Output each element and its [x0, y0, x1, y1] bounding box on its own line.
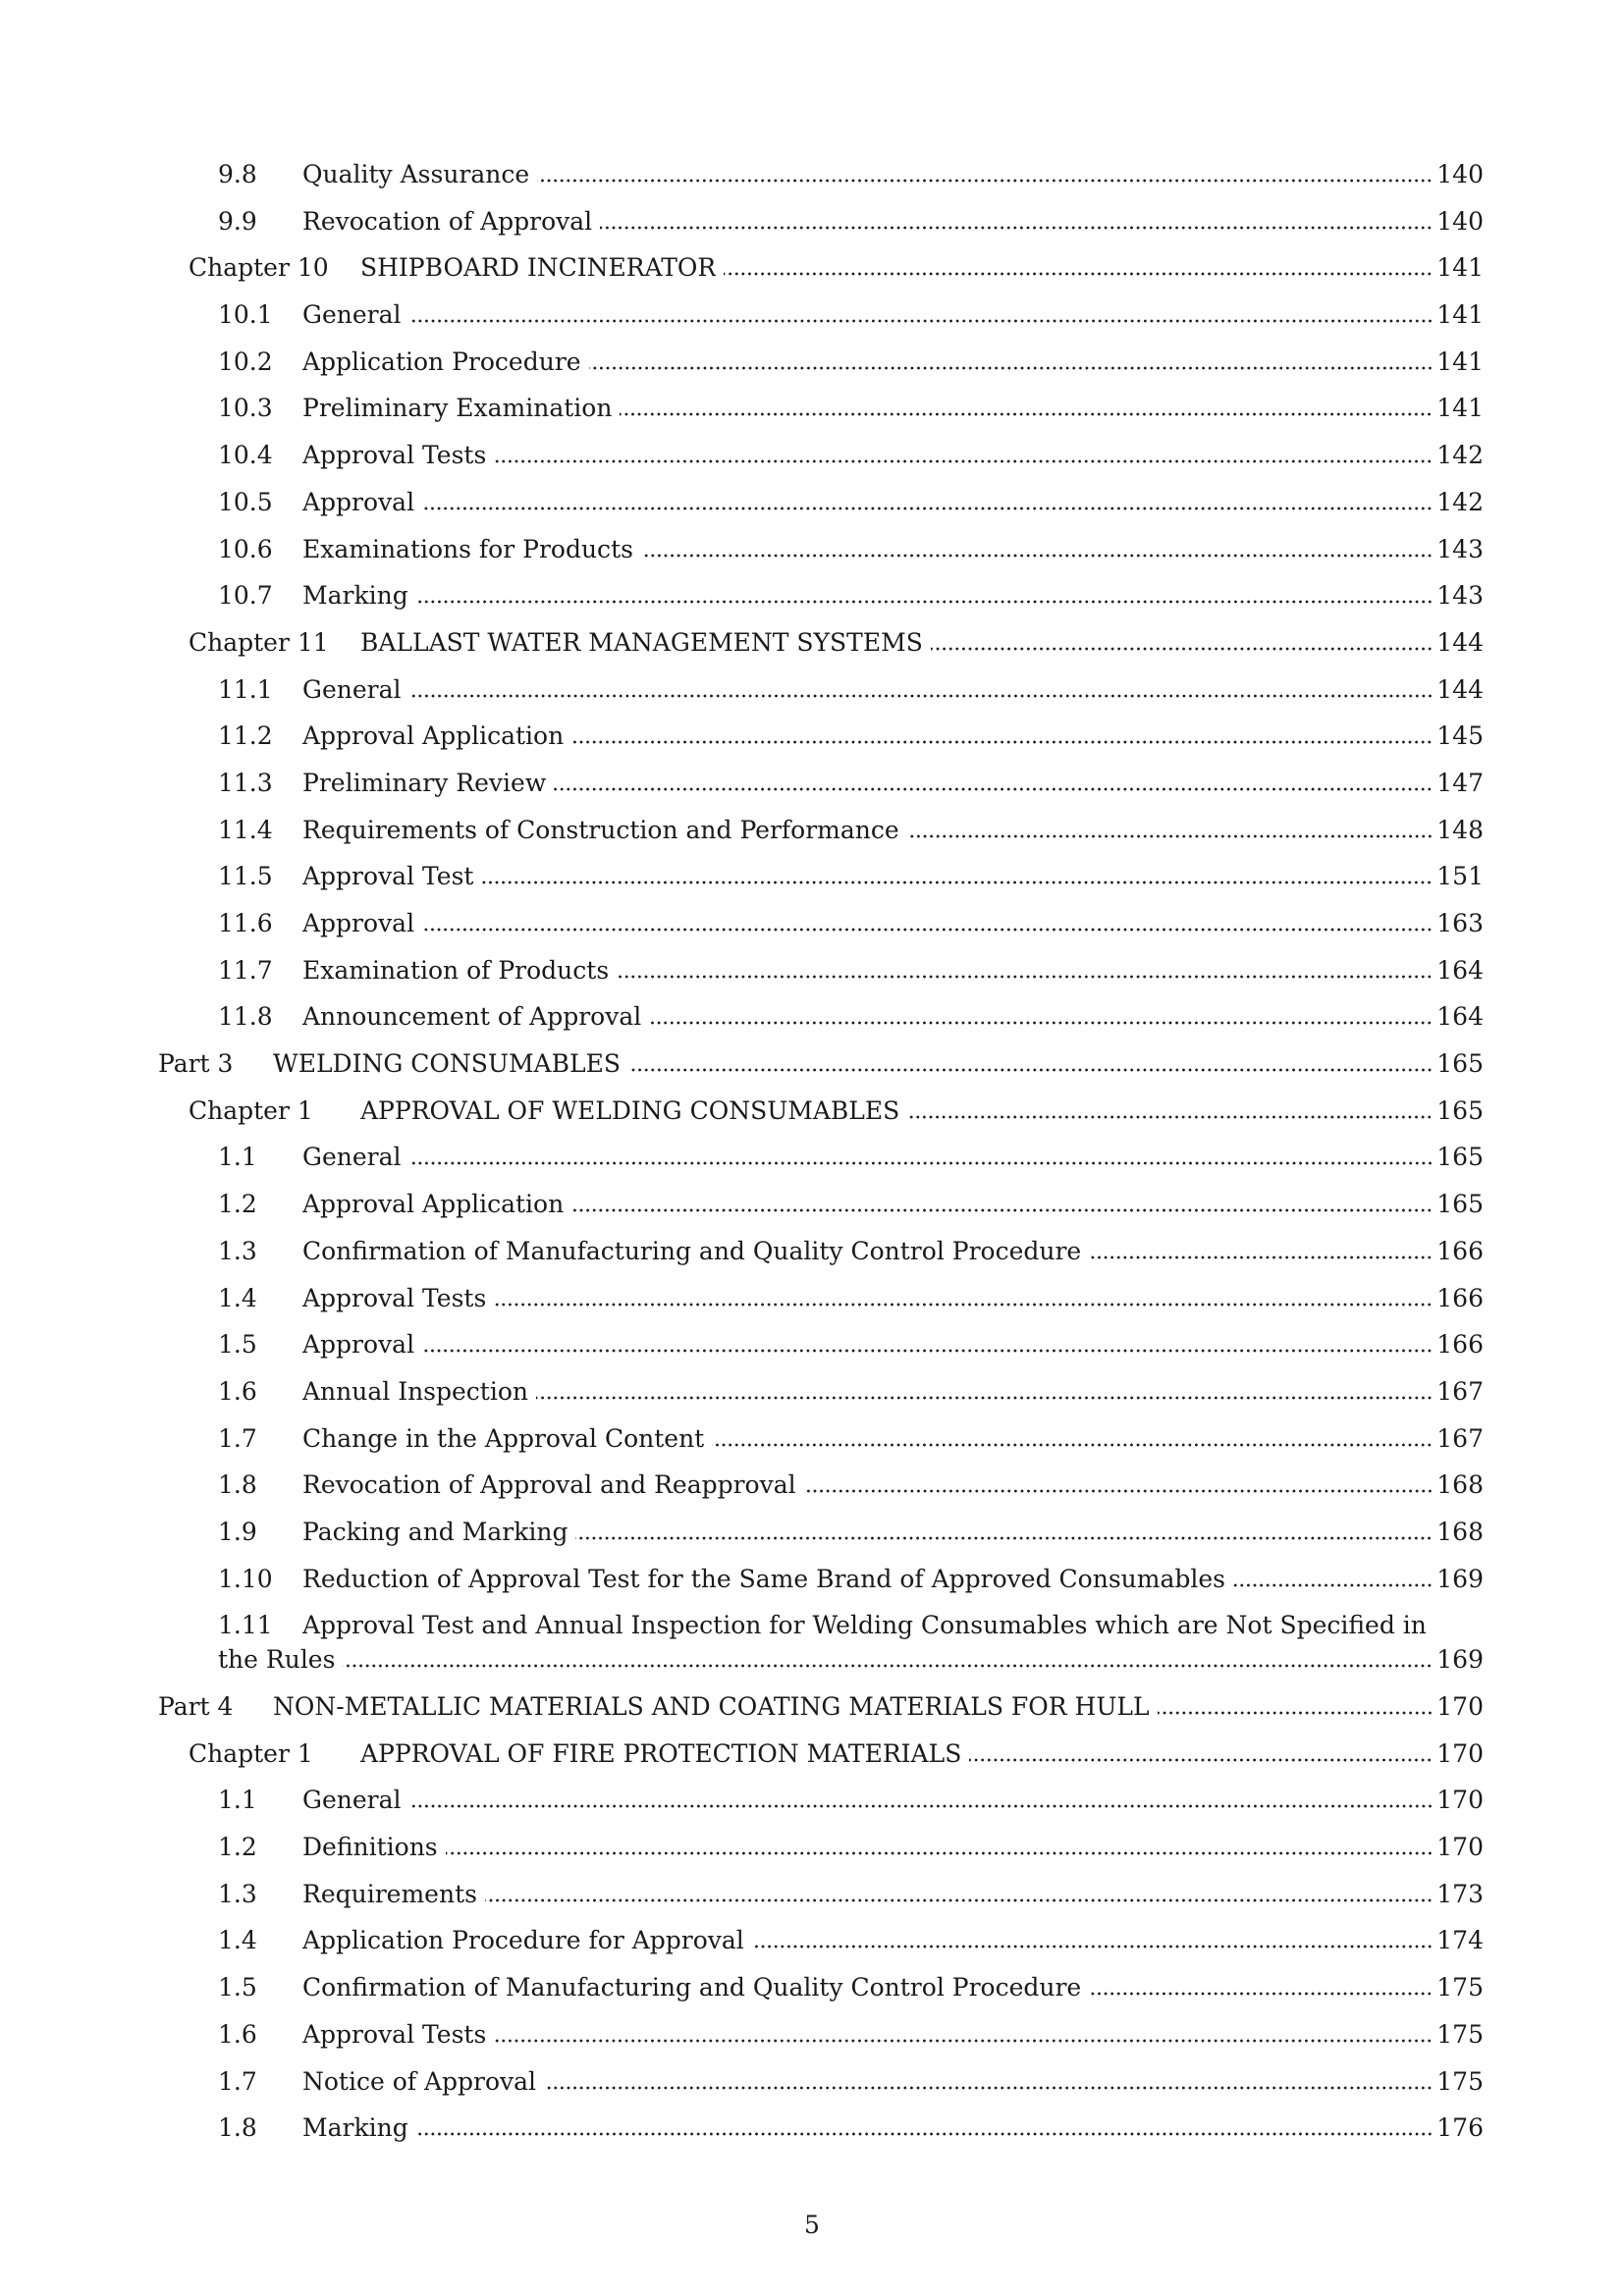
- toc-entry-page: 166: [1436, 1283, 1484, 1312]
- toc-entry-number: 1.6: [218, 2019, 257, 2049]
- toc-entry-title: General: [302, 1143, 402, 1172]
- dot-leader: [931, 647, 1433, 651]
- toc-entry: [0, 345, 1484, 379]
- toc-entry-title: Preliminary Examination: [302, 394, 613, 423]
- dot-leader: [422, 928, 1433, 932]
- dot-leader: [600, 226, 1433, 230]
- toc-chapter-title: SHIPBOARD INCINERATOR: [360, 253, 717, 283]
- dot-leader: [409, 1804, 1434, 1808]
- toc-entry: [0, 672, 1484, 707]
- toc-entry: [0, 999, 1484, 1034]
- toc-entry-number: 1.3: [218, 1236, 257, 1265]
- toc-entry-title: Quality Assurance: [302, 160, 530, 188]
- toc-entry-title: Revocation of Approval and Reapproval: [302, 1470, 796, 1500]
- toc-entry-number: 1.7: [218, 2066, 257, 2096]
- toc-chapter-heading: [0, 1736, 1484, 1771]
- dot-leader: [343, 1664, 1433, 1668]
- toc-entry-title: Approval Test and Annual Inspection for Welding Consumables which are Not Specified in: [302, 1611, 1427, 1640]
- dot-leader: [804, 1489, 1434, 1493]
- toc-entry-title: Revocation of Approval: [302, 206, 593, 236]
- toc-entry-page: 141: [1436, 394, 1484, 423]
- toc-entry-page: 143: [1436, 581, 1484, 611]
- toc-entry-page: 144: [1436, 627, 1484, 657]
- toc-entry-number: 1.10: [218, 1564, 273, 1593]
- toc-entry-page: 140: [1436, 160, 1484, 188]
- dot-leader: [1233, 1583, 1433, 1587]
- toc-entry-number: 11.2: [218, 721, 273, 751]
- toc-entry-page: 140: [1436, 206, 1484, 236]
- toc-entry: [0, 1970, 1484, 2004]
- dot-leader: [1158, 1711, 1434, 1715]
- toc-entry: [0, 485, 1484, 519]
- toc-entry-title: Reduction of Approval Test for the Same Brand of Approved Consumables: [302, 1564, 1225, 1593]
- toc-entry-page: 176: [1436, 2113, 1484, 2143]
- dot-leader: [446, 1851, 1434, 1855]
- toc-entry: [0, 2064, 1484, 2099]
- toc-part-title: WELDING CONSUMABLES: [273, 1049, 621, 1079]
- dot-leader: [544, 2086, 1433, 2090]
- dot-leader: [571, 1208, 1433, 1212]
- toc-entry-page: 170: [1436, 1738, 1484, 1768]
- toc-chapter-number: Chapter 11: [189, 627, 329, 657]
- toc-entry-page: 169: [1436, 1564, 1484, 1593]
- dot-leader: [589, 366, 1434, 370]
- toc-entry-title: Approval Application: [302, 1190, 565, 1219]
- toc-entry-page: 165: [1436, 1190, 1484, 1219]
- toc-entry-title: Notice of Approval: [302, 2066, 537, 2096]
- toc-entry-page: 164: [1436, 955, 1484, 985]
- dot-leader: [1089, 1992, 1433, 1996]
- toc-entry-page: 175: [1436, 2066, 1484, 2096]
- toc-entry-number: 1.9: [218, 1517, 257, 1546]
- toc-entry-number: 9.9: [218, 206, 257, 236]
- toc-chapter-number: Chapter 10: [189, 253, 329, 283]
- toc-entry: [0, 391, 1484, 425]
- toc-entry: [0, 157, 1484, 191]
- toc-chapter-heading: [0, 625, 1484, 660]
- dot-leader: [537, 179, 1433, 183]
- toc-part-number: Part 3: [158, 1049, 234, 1079]
- toc-chapter-title: APPROVAL OF FIRE PROTECTION MATERIALS: [360, 1738, 962, 1768]
- dot-leader: [907, 1115, 1433, 1119]
- toc-entry-number: 1.7: [218, 1423, 257, 1453]
- dot-leader: [1089, 1255, 1433, 1259]
- dot-leader: [575, 1536, 1433, 1540]
- toc-entry-page: 142: [1436, 487, 1484, 516]
- dot-leader: [628, 1068, 1433, 1072]
- toc-entry-page: 142: [1436, 441, 1484, 470]
- toc-entry-number: 11.6: [218, 909, 273, 937]
- toc-entry-page: 170: [1436, 1786, 1484, 1815]
- toc-entry: [0, 813, 1484, 847]
- toc-entry: [0, 953, 1484, 988]
- toc-entry-page: 141: [1436, 347, 1484, 376]
- toc-entry: [0, 1187, 1484, 1221]
- toc-entry: [0, 906, 1484, 940]
- toc-entry-page: 173: [1436, 1879, 1484, 1908]
- toc-entry-title: Approval: [302, 1330, 415, 1360]
- toc-entry-title: Approval Tests: [302, 441, 487, 470]
- toc-entry-number: 11.7: [218, 955, 273, 985]
- toc-entry-number: 1.4: [218, 1283, 257, 1312]
- toc-entry: [0, 2017, 1484, 2052]
- dot-leader: [422, 1349, 1433, 1353]
- toc-entry-number: 10.7: [218, 581, 273, 611]
- toc-entry-title: Approval Tests: [302, 2019, 487, 2049]
- toc-entry-page: 166: [1436, 1236, 1484, 1265]
- dot-leader: [617, 975, 1433, 979]
- toc-chapter-title: BALLAST WATER MANAGEMENT SYSTEMS: [360, 627, 923, 657]
- toc-entry: [0, 1234, 1484, 1268]
- toc-entry-number: 1.4: [218, 1926, 257, 1955]
- toc-entry-title: Requirements of Construction and Performance: [302, 815, 899, 844]
- toc-entry: [0, 859, 1484, 893]
- dot-leader: [416, 600, 1434, 604]
- toc-entry-number: 1.5: [218, 1973, 257, 2002]
- toc-entry-number: 9.8: [218, 160, 257, 188]
- dot-leader: [752, 1945, 1433, 1949]
- toc-entry-number: 11.8: [218, 1002, 273, 1032]
- toc-entry: [0, 1327, 1484, 1362]
- toc-part-title: NON-METALLIC MATERIALS AND COATING MATERIALS FOR HULL: [273, 1692, 1150, 1721]
- toc-entry-page: 167: [1436, 1376, 1484, 1406]
- toc-entry-number: 10.4: [218, 441, 273, 470]
- toc-part-number: Part 4: [158, 1692, 234, 1721]
- toc-entry-title-continued: the Rules: [218, 1645, 336, 1675]
- toc-entry-number: 1.8: [218, 2113, 257, 2143]
- toc-chapter-heading: [0, 250, 1484, 285]
- toc-entry-page: 174: [1436, 1926, 1484, 1955]
- toc-entry-page: 165: [1436, 1049, 1484, 1079]
- dot-leader: [641, 554, 1433, 558]
- toc-chapter-heading: [0, 1094, 1484, 1128]
- toc-entry-page: 170: [1436, 1833, 1484, 1862]
- toc-entry-number: 1.3: [218, 1879, 257, 1908]
- dot-leader: [554, 787, 1433, 791]
- dot-leader: [969, 1758, 1433, 1762]
- dot-leader: [409, 1161, 1434, 1165]
- page-number: 5: [804, 2211, 820, 2239]
- toc-entry-page: 147: [1436, 768, 1484, 797]
- toc-chapter-number: Chapter 1: [189, 1738, 313, 1768]
- toc-entry: [0, 1421, 1484, 1456]
- toc-entry: [0, 1281, 1484, 1315]
- dot-leader: [409, 319, 1434, 323]
- toc-entry-page: 167: [1436, 1423, 1484, 1453]
- toc-entry: [0, 1562, 1484, 1596]
- toc-entry-title: Approval Test: [302, 862, 474, 891]
- toc-entry-page: 141: [1436, 253, 1484, 283]
- dot-leader: [494, 1303, 1433, 1307]
- toc-entry-continuation: [0, 1642, 1484, 1677]
- toc-entry-number: 1.2: [218, 1833, 257, 1862]
- toc-part-heading: [0, 1689, 1484, 1724]
- toc-entry: [0, 1374, 1484, 1409]
- toc-entry-title: Preliminary Review: [302, 768, 547, 797]
- toc-entry-title: Announcement of Approval: [302, 1002, 642, 1032]
- toc-entry: [0, 438, 1484, 472]
- toc-entry-page: 145: [1436, 721, 1484, 751]
- toc-entry-number: 10.6: [218, 534, 273, 563]
- toc-entry: [0, 204, 1484, 239]
- toc-entry-number: 11.1: [218, 674, 273, 704]
- toc-entry-page: 165: [1436, 1095, 1484, 1125]
- toc-entry-title: Approval: [302, 909, 415, 937]
- toc-entry-page: 170: [1436, 1692, 1484, 1721]
- toc-entry-number: 11.3: [218, 768, 273, 797]
- toc-entry-number: 1.11: [218, 1611, 273, 1640]
- toc-entry-page: 168: [1436, 1517, 1484, 1546]
- toc-entry-page: 175: [1436, 1973, 1484, 2002]
- dot-leader: [649, 1021, 1433, 1025]
- toc-entry-page: 151: [1436, 862, 1484, 891]
- dot-leader: [409, 694, 1434, 698]
- toc-entry: [0, 532, 1484, 566]
- toc-entry-title: General: [302, 674, 402, 704]
- toc-entry-page: 164: [1436, 1002, 1484, 1032]
- dot-leader: [416, 2132, 1434, 2136]
- toc-entry-page: 168: [1436, 1470, 1484, 1500]
- toc-entry-number: 1.6: [218, 1376, 257, 1406]
- toc-entry-title: General: [302, 300, 402, 330]
- toc-entry: [0, 1468, 1484, 1502]
- dot-leader: [907, 834, 1434, 838]
- toc-entry-number: 1.1: [218, 1143, 257, 1172]
- dot-leader: [724, 272, 1433, 276]
- toc-entry: [0, 1923, 1484, 1957]
- toc-entry-number: 1.1: [218, 1786, 257, 1815]
- toc-entry-number: 10.3: [218, 394, 273, 423]
- toc-entry-title: Requirements: [302, 1879, 477, 1908]
- toc-entry-number: 10.5: [218, 487, 273, 516]
- dot-leader: [422, 507, 1433, 510]
- toc-chapter-title: APPROVAL OF WELDING CONSUMABLES: [360, 1095, 900, 1125]
- toc-entry-title: Marking: [302, 581, 408, 611]
- toc-entry-title: General: [302, 1786, 402, 1815]
- toc-entry-title: Confirmation of Manufacturing and Quality Control Procedure: [302, 1973, 1082, 2002]
- toc-entry-page: 165: [1436, 1143, 1484, 1172]
- toc-entry-title: Marking: [302, 2113, 408, 2143]
- toc-entry: [0, 766, 1484, 800]
- toc-entry-page: 148: [1436, 815, 1484, 844]
- toc-entry-title: Packing and Marking: [302, 1517, 568, 1546]
- toc-entry-title: Application Procedure for Approval: [302, 1926, 744, 1955]
- toc-entry: [0, 1783, 1484, 1817]
- toc-entry: [0, 1608, 1484, 1642]
- toc-entry-title: Application Procedure: [302, 347, 581, 376]
- toc-entry-page: 144: [1436, 674, 1484, 704]
- toc-entry-number: 11.4: [218, 815, 273, 844]
- toc-part-heading: [0, 1046, 1484, 1081]
- toc-entry-number: 11.5: [218, 862, 273, 891]
- toc-entry-number: 1.2: [218, 1190, 257, 1219]
- toc-entry-title: Change in the Approval Content: [302, 1423, 705, 1453]
- toc-entry-page: 166: [1436, 1330, 1484, 1360]
- dot-leader: [712, 1443, 1433, 1447]
- table-of-contents: [0, 157, 1484, 2158]
- toc-entry: [0, 1140, 1484, 1174]
- toc-entry: [0, 719, 1484, 753]
- dot-leader: [494, 2039, 1433, 2043]
- toc-entry-number: 1.8: [218, 1470, 257, 1500]
- toc-entry-page: 143: [1436, 534, 1484, 563]
- toc-entry-title: Approval: [302, 487, 415, 516]
- toc-entry-page: 163: [1436, 909, 1484, 937]
- toc-entry: [0, 2110, 1484, 2145]
- dot-leader: [536, 1396, 1433, 1400]
- toc-entry-page: 175: [1436, 2019, 1484, 2049]
- toc-entry: [0, 1515, 1484, 1549]
- toc-entry-title: Approval Application: [302, 721, 565, 751]
- toc-entry-number: 10.1: [218, 300, 273, 330]
- toc-entry-title: Approval Tests: [302, 1283, 487, 1312]
- dot-leader: [620, 412, 1433, 416]
- toc-entry-page: 141: [1436, 300, 1484, 330]
- toc-entry: [0, 578, 1484, 613]
- toc-entry-title: Confirmation of Manufacturing and Quality Control Procedure: [302, 1236, 1082, 1265]
- toc-entry-number: 1.5: [218, 1330, 257, 1360]
- toc-entry-title: Definitions: [302, 1833, 438, 1862]
- toc-entry-page: 169: [1436, 1645, 1484, 1675]
- toc-entry: [0, 297, 1484, 332]
- toc-chapter-number: Chapter 1: [189, 1095, 313, 1125]
- dot-leader: [571, 740, 1433, 744]
- dot-leader: [485, 1898, 1433, 1902]
- toc-entry-number: 10.2: [218, 347, 273, 376]
- toc-entry: [0, 1830, 1484, 1864]
- toc-entry: [0, 1877, 1484, 1911]
- toc-entry-title: Examination of Products: [302, 955, 610, 985]
- dot-leader: [481, 881, 1433, 884]
- dot-leader: [494, 459, 1433, 463]
- toc-entry-title: Examinations for Products: [302, 534, 633, 563]
- toc-entry-title: Annual Inspection: [302, 1376, 529, 1406]
